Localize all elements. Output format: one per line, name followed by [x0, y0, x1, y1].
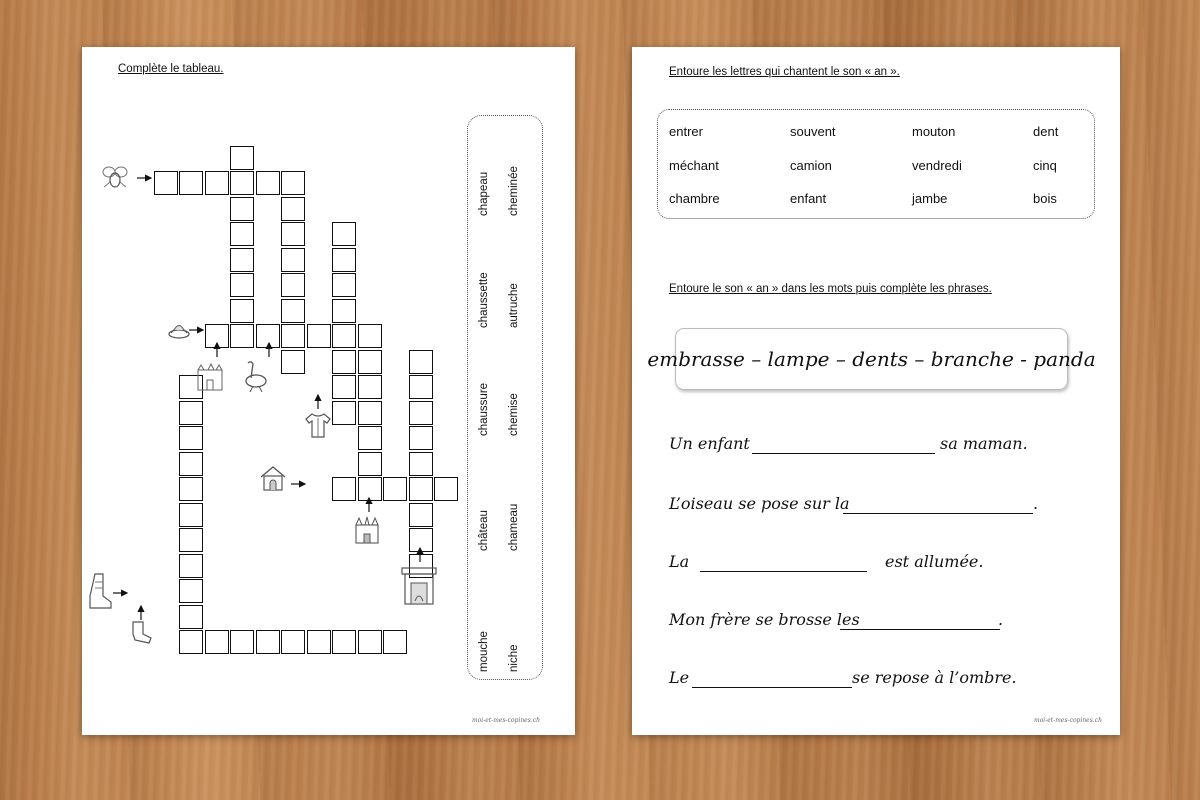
answer-blank[interactable] — [840, 629, 1000, 630]
doghouse-icon — [258, 465, 288, 493]
word-bank-word: chaussette — [478, 272, 490, 328]
sentence-end: sa maman. — [940, 434, 1028, 453]
letter-word[interactable]: cinq — [1033, 158, 1057, 173]
shirt-icon — [304, 411, 332, 439]
cursive-word-box — [647, 328, 1096, 390]
ostrich-icon — [238, 359, 270, 393]
letters-instruction: Entoure les lettres qui chantent le son « an ». — [669, 66, 900, 78]
watermark: moi-et-mes-copines.ch — [472, 717, 540, 724]
word-bank-word: chaussure — [478, 382, 490, 436]
crossword-instruction: Complète le tableau. — [118, 63, 224, 75]
sentence-start: Mon frère se brosse les — [669, 610, 860, 629]
sentence-end: se repose à l’ombre. — [852, 668, 1017, 687]
letter-word[interactable]: vendredi — [912, 158, 962, 173]
sentence-end: . — [1033, 494, 1039, 513]
sentence-start: L’oiseau se pose sur la — [669, 494, 850, 513]
cursive-words: embrasse – lampe – dents – branche - panda — [647, 347, 1096, 371]
shoe-icon — [87, 572, 113, 610]
word-bank-word: chapeau — [478, 171, 490, 216]
right-worksheet-page — [632, 47, 1120, 735]
letter-word[interactable]: enfant — [790, 191, 827, 206]
sentence-start: Un enfant — [669, 434, 750, 453]
letter-word[interactable]: souvent — [790, 124, 836, 139]
letter-word[interactable]: entrer — [669, 124, 703, 139]
word-bank-word: cheminée — [508, 166, 520, 216]
letters-word-box — [657, 109, 1095, 219]
watermark: moi-et-mes-copines.ch — [1034, 717, 1102, 724]
letter-word[interactable]: méchant — [669, 158, 719, 173]
sock-icon — [127, 620, 155, 644]
fly-icon — [100, 165, 130, 189]
word-bank-word: chemise — [508, 393, 520, 436]
word-bank-word: niche — [508, 644, 520, 672]
letter-word[interactable]: bois — [1033, 191, 1057, 206]
word-bank — [467, 115, 543, 680]
letter-word[interactable]: dent — [1033, 124, 1059, 139]
answer-blank[interactable] — [700, 571, 867, 572]
letter-word[interactable]: camion — [790, 158, 832, 173]
sentence-end: . — [998, 610, 1004, 629]
word-bank-word: chameau — [508, 503, 520, 551]
fireplace-icon — [400, 565, 438, 607]
word-bank-word: autruche — [508, 283, 520, 328]
castle-small-icon — [350, 515, 384, 545]
left-worksheet-page — [82, 47, 575, 735]
letter-word[interactable]: chambre — [669, 191, 720, 206]
sentence-end: est allumée. — [885, 552, 984, 571]
letter-word[interactable]: mouton — [912, 124, 956, 139]
answer-blank[interactable] — [692, 687, 852, 688]
hat-icon — [168, 317, 190, 343]
sentence-start: La — [669, 552, 690, 571]
answer-blank[interactable] — [843, 513, 1033, 514]
answer-blank[interactable] — [752, 453, 935, 454]
sentences-instruction: Entoure le son « an » dans les mots puis complète les phrases. — [669, 283, 992, 295]
word-bank-word: château — [478, 510, 490, 551]
letter-word[interactable]: jambe — [912, 191, 948, 206]
sentence-start: Le — [669, 668, 690, 687]
castle-icon — [194, 362, 228, 392]
word-bank-word: mouche — [478, 631, 490, 672]
